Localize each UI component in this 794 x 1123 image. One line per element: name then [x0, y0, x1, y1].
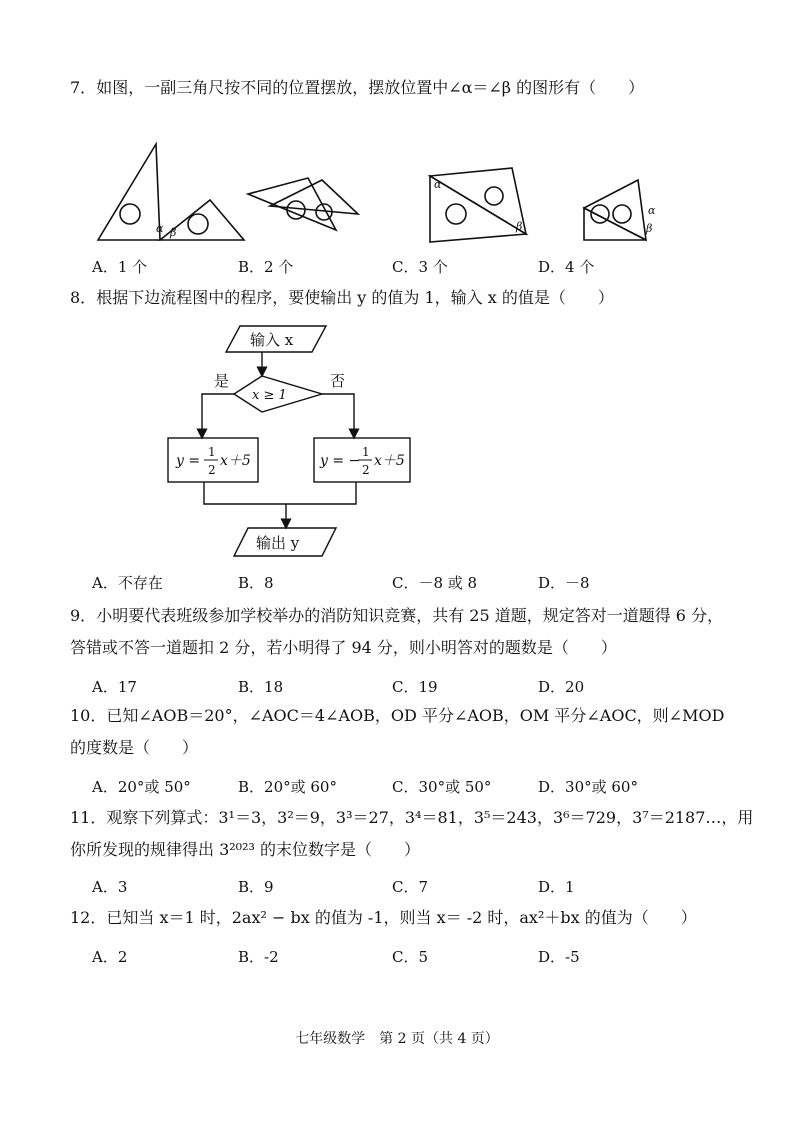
option-b[interactable]: B．-2 [238, 948, 279, 966]
question-line-2: 你所发现的规律得出 3²⁰²³ 的末位数字是（ ） [70, 840, 421, 859]
output-label: 输出 y [256, 534, 300, 552]
question-line-2: 答错或不答一道题扣 2 分，若小明得了 94 分，则小明答对的题数是（ ） [70, 638, 617, 657]
left-formula-num: 1 [208, 445, 216, 459]
question-line-2: 的度数是（ ） [70, 738, 199, 757]
option-c[interactable]: C．19 [392, 678, 438, 696]
option-a[interactable]: A．20°或 50° [92, 778, 191, 796]
question-number: 10． [70, 706, 107, 725]
yes-label: 是 [214, 372, 230, 390]
option-d[interactable]: D．20 [538, 678, 585, 696]
option-b[interactable]: B．8 [238, 574, 274, 592]
q10-options [92, 776, 752, 798]
option-c[interactable]: C．3 个 [392, 258, 448, 276]
option-a[interactable]: A．3 [92, 878, 128, 896]
beta-label-1: β [170, 226, 177, 239]
input-label: 输入 x [250, 331, 294, 349]
right-formula-den: 2 [362, 463, 370, 477]
right-formula-suffix: x＋5 [374, 453, 405, 469]
option-d[interactable]: D．1 [538, 878, 575, 896]
left-formula-prefix: y = [176, 453, 201, 469]
question-12 [70, 902, 760, 934]
condition-label: x ≥ 1 [252, 388, 287, 403]
question-text: 如图，一副三角尺按不同的位置摆放，摆放位置中∠α＝∠β 的图形有（ ） [96, 78, 645, 97]
option-b[interactable]: B．2 个 [238, 258, 294, 276]
q8-options [92, 572, 752, 594]
option-b[interactable]: B．20°或 60° [238, 778, 337, 796]
q9-options [92, 676, 752, 698]
no-label: 否 [330, 372, 346, 390]
option-d[interactable]: D．－8 [538, 574, 590, 592]
alpha-label-4: α [648, 204, 656, 217]
page-footer: 七年级数学 第 2 页（共 4 页） [295, 1031, 499, 1047]
option-a[interactable]: A．1 个 [92, 258, 148, 276]
q11-options [92, 876, 752, 898]
question-number: 7． [70, 78, 97, 97]
option-a[interactable]: A．2 [92, 948, 128, 966]
right-formula-num: 1 [362, 445, 370, 459]
option-c[interactable]: C．5 [392, 948, 429, 966]
question-line-1: 观察下列算式：3¹＝3，3²＝9，3³＝27，3⁴＝81，3⁵＝243，3⁶＝729，3⁷＝2187…，用 [106, 808, 754, 827]
option-a[interactable]: A．17 [92, 678, 137, 696]
left-formula-suffix: x＋5 [220, 453, 251, 469]
option-b[interactable]: B．18 [238, 678, 284, 696]
option-d[interactable]: D．-5 [538, 948, 580, 966]
question-10 [70, 700, 760, 764]
question-7 [70, 72, 760, 104]
question-number: 12． [70, 908, 107, 927]
bleed-through-text [300, 44, 314, 64]
question-11 [70, 802, 760, 866]
alpha-label-3: α [434, 178, 442, 191]
q7-options [92, 256, 752, 278]
option-d[interactable]: D．30°或 60° [538, 778, 638, 796]
question-line-1: 小明要代表班级参加学校举办的消防知识竞赛，共有 25 道题，规定答对一道题得 6 分， [96, 606, 724, 625]
beta-label-3: β [516, 220, 523, 233]
question-text: 已知当 x＝1 时，2ax² − bx 的值为 -1，则当 x＝ -2 时，ax²＋bx 的值为（ ） [106, 908, 697, 927]
question-9 [70, 600, 760, 664]
question-number: 9． [70, 606, 97, 625]
alpha-label-1: α [156, 222, 164, 235]
q7-figures [90, 138, 690, 248]
left-formula-den: 2 [208, 463, 216, 477]
q12-options [92, 946, 752, 968]
option-c[interactable]: C．30°或 50° [392, 778, 492, 796]
option-c[interactable]: C．7 [392, 878, 429, 896]
option-a[interactable]: A．不存在 [92, 574, 163, 592]
beta-label-4: β [646, 222, 653, 235]
q8-flowchart [160, 320, 420, 568]
question-number: 8． [70, 288, 97, 307]
option-c[interactable]: C．－8 或 8 [392, 574, 478, 592]
option-b[interactable]: B．9 [238, 878, 274, 896]
question-line-1: 已知∠AOB＝20°，∠AOC＝4∠AOB，OD 平分∠AOB，OM 平分∠AOC，则∠MOD [106, 706, 725, 725]
question-number: 11． [70, 808, 107, 827]
right-formula-prefix: y = − [320, 453, 361, 469]
option-d[interactable]: D．4 个 [538, 258, 595, 276]
question-8 [70, 282, 760, 314]
question-text: 根据下边流程图中的程序，要使输出 y 的值为 1，输入 x 的值是（ ） [96, 288, 614, 307]
